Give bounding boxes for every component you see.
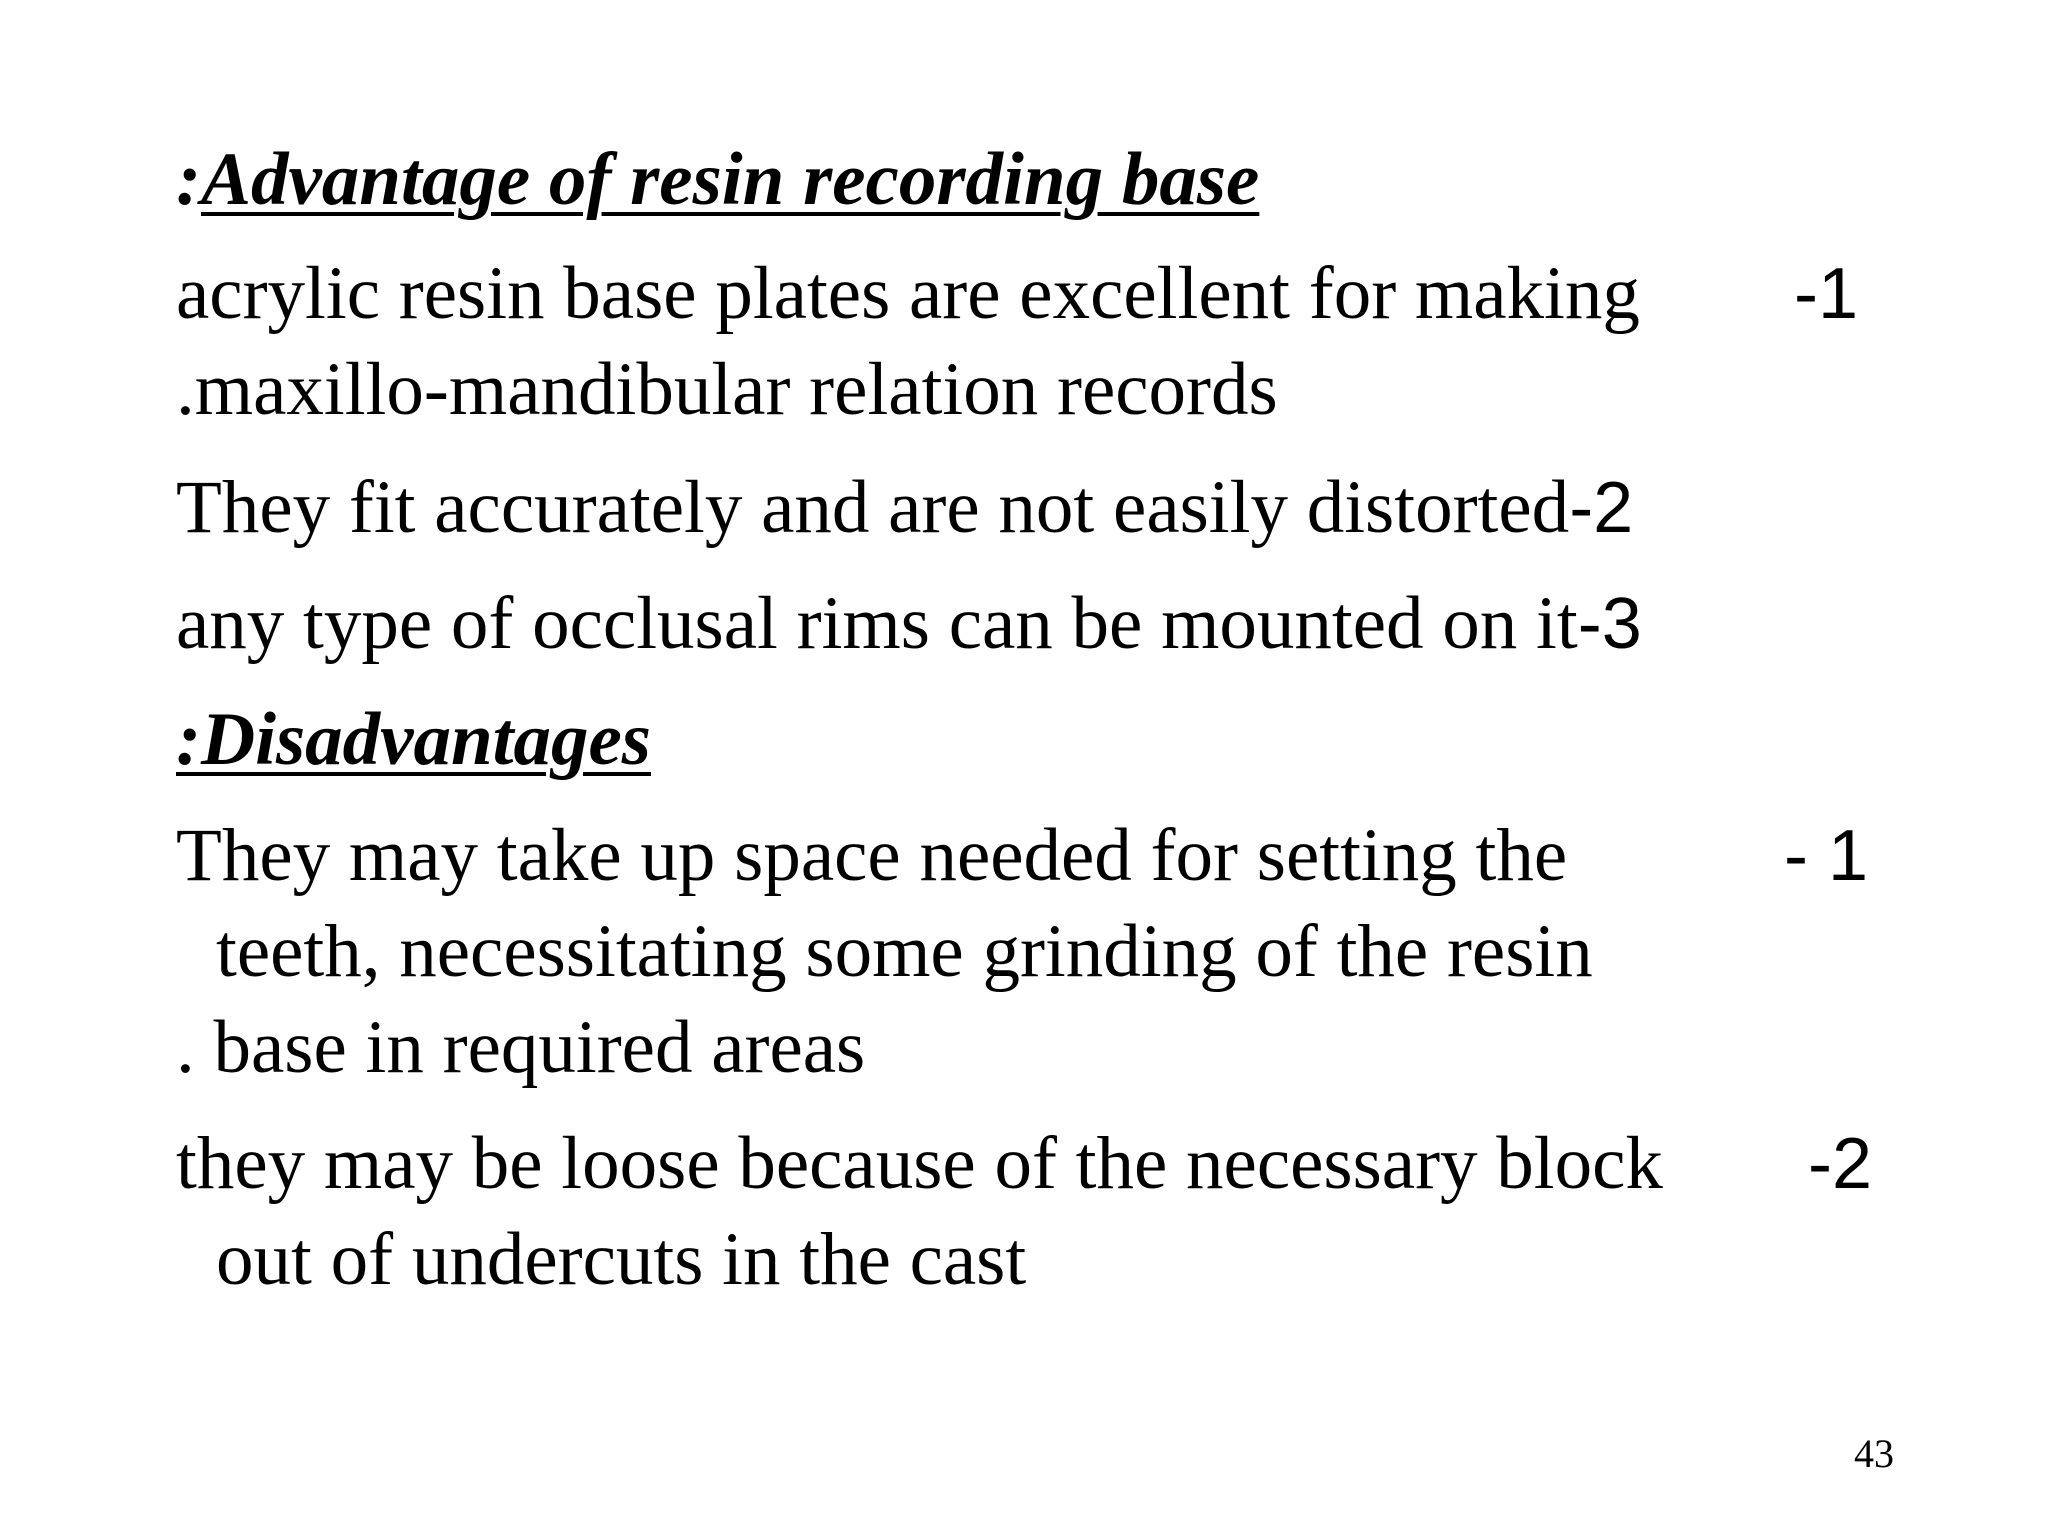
page-number: 43 bbox=[1854, 1431, 1894, 1476]
advantage-2-number: -2 bbox=[1569, 468, 1634, 548]
disadvantage-2-line-1: they may be loose because of the necessary block bbox=[176, 1122, 1663, 1205]
disadvantage-1-line-2: teeth, necessitating some grinding of the resin bbox=[216, 910, 1593, 993]
disadvantage-2-number: -2 bbox=[1808, 1124, 1873, 1204]
advantage-3-number: -3 bbox=[1577, 584, 1642, 664]
advantage-3 bbox=[176, 582, 1642, 665]
disadvantages-heading bbox=[176, 698, 651, 781]
disadvantage-1-line-1: They may take up space needed for setting the bbox=[176, 814, 1568, 897]
disadvantage-1-line-3: . base in required areas bbox=[176, 1006, 866, 1089]
disadvantage-1-number: - 1 bbox=[1784, 816, 1869, 896]
disadvantages-heading-text: :Disadvantages bbox=[176, 698, 651, 781]
advantage-2 bbox=[176, 466, 1634, 549]
advantage-2-text: They fit accurately and are not easily distorted bbox=[176, 466, 1570, 549]
advantage-1-line-2: .maxillo-mandibular relation records bbox=[176, 348, 1278, 431]
advantages-heading bbox=[176, 138, 1260, 221]
advantages-heading-text: Advantage of resin recording base bbox=[200, 138, 1260, 221]
advantage-3-text: any type of occlusal rims can be mounted on it bbox=[176, 582, 1578, 665]
disadvantage-2-line-2: out of undercuts in the cast bbox=[216, 1218, 1027, 1301]
heading-colon: : bbox=[176, 138, 201, 221]
advantage-1-line-1: acrylic resin base plates are excellent for making bbox=[176, 252, 1640, 335]
advantage-1-number: -1 bbox=[1794, 254, 1859, 334]
